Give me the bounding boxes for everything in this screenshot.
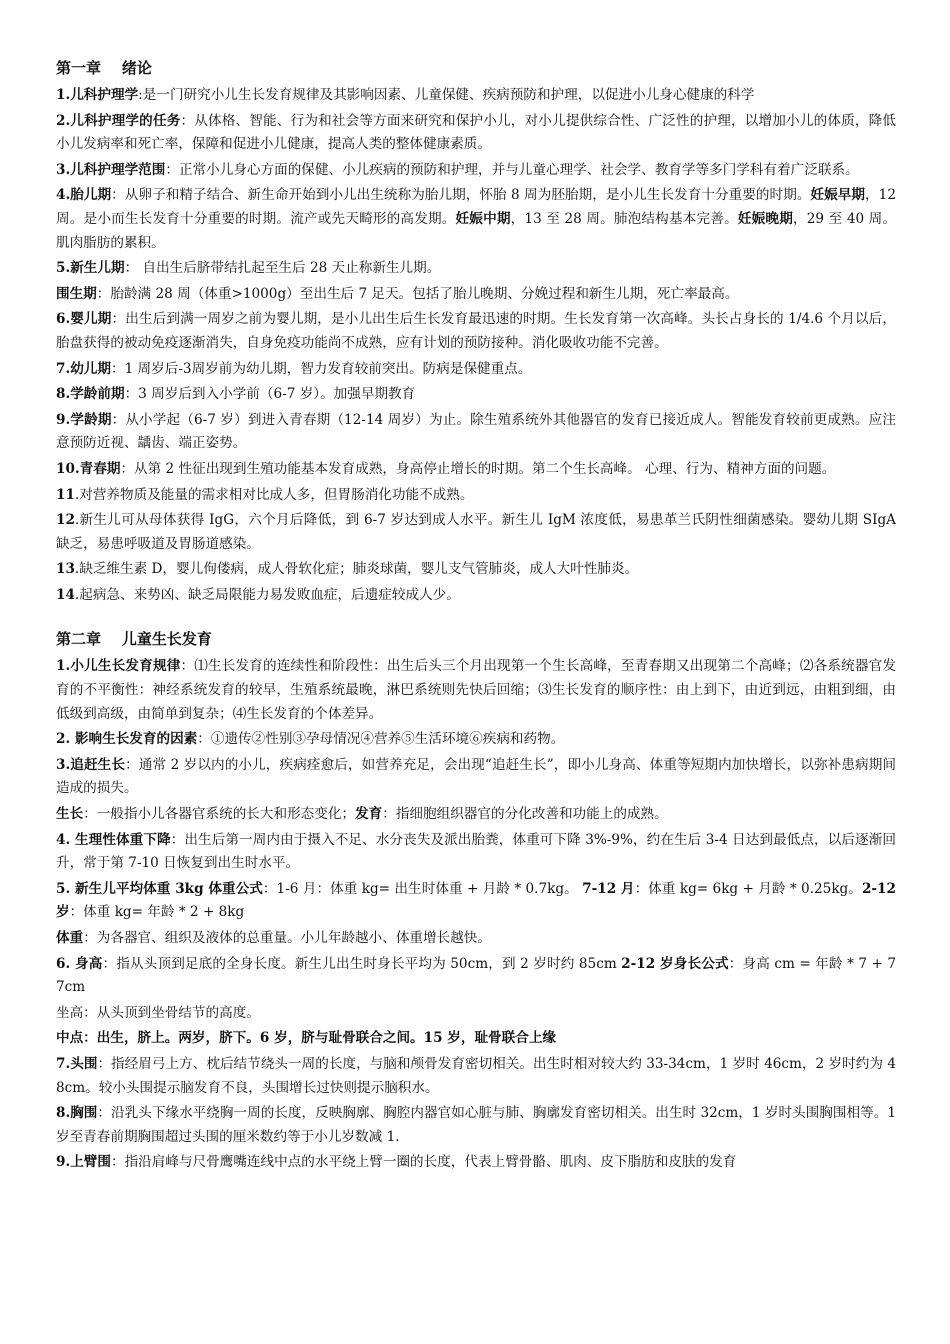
term: 8.胸围: [56, 1105, 98, 1122]
paragraph-c3b: [56, 803, 896, 827]
term: 13: [56, 561, 75, 578]
paragraph-text: ：1-6 月：体重 kg= 出生时体重 + 月龄 * 0.7kg。: [262, 880, 583, 897]
paragraph-text: ：⑴生长发育的连续性和阶段性：出生后头三个月出现第一个生长高峰，至青春期又出现第二个高峰；⑵各系统器官发育的不平衡性：神经系统发育的较早，生殖系统最晚，淋巴系统则先快后回缩；⑶生长发育的顺序性：由上到下，由近到远，由粗到细，由低级到高级，由简单到复杂；⑷生长发育的个体差异。: [56, 658, 896, 722]
paragraph-text: ：从卵子和精子结合、新生命开始到小儿出生统称为胎儿期，怀胎 8 周为胚胎期，是小儿生长发育十分重要的时期。: [111, 187, 811, 204]
paragraph-text: ：出生后到满一周岁之前为婴儿期，是小儿出生后生长发育最迅速的时期。生长发育第一次高峰。头长占身长的 1/4.6 个月以后，胎盘获得的被动免疫逐渐消失，自身免疫功能尚不成熟，应有计划的预防接种。消化吸收功能不完善。: [56, 311, 896, 351]
term: 妊娠早期: [810, 187, 866, 204]
term: 9.上臂围: [56, 1154, 111, 1171]
term: 8.学龄前期: [56, 386, 125, 403]
paragraph-c9: [56, 1151, 896, 1175]
term: 5. 新生儿平均体重 3kg 体重公式: [56, 880, 263, 897]
term: 1.儿科护理学: [56, 87, 139, 103]
term: 14: [56, 586, 75, 603]
paragraph-5b: [56, 283, 896, 307]
paragraph-text: ：1 周岁后-3周岁前为幼儿期，智力发育较前突出。防病是保健重点。: [110, 360, 532, 377]
paragraph-text: ：为各器官、组织及液体的总重量。小儿年龄越小、体重增长越快。: [83, 930, 491, 946]
paragraph-c6b: [56, 1002, 896, 1026]
paragraph-1: [56, 84, 896, 108]
term: 5.新生儿期: [56, 260, 125, 277]
paragraph-text: ：体重 kg= 6kg + 月龄 * 0.25kg。: [634, 880, 862, 897]
term: 10.青春期: [56, 460, 121, 477]
term: 7.头围: [56, 1055, 98, 1072]
paragraph-c8: [56, 1102, 896, 1149]
paragraph-text: ：指经眉弓上方、枕后结节绕头一周的长度，与脑和颅骨发育密切相关。出生时相对较大约 33-34cm，1 岁时 46cm，2 岁时约为 48cm。较小头围提示脑发育不良，头围增长过快则提示脑积水。: [56, 1055, 896, 1096]
paragraph-12: [56, 509, 896, 556]
term: 体重: [56, 930, 84, 946]
paragraph-text: ：一般指小儿各器官系统的长大和形态变化；: [83, 806, 356, 823]
term: 3.追赶生长: [56, 756, 126, 773]
term: 2-12 岁: [56, 880, 896, 921]
term: 2.儿科护理学的任务: [56, 112, 181, 129]
paragraph-10: [56, 458, 896, 482]
term: 中点：出生，脐上。两岁，脐下。6 岁，脐与耻骨联合之间。15 岁，耻骨联合上缘: [56, 1030, 557, 1047]
paragraph-text: .新生儿可从母体获得 IgG，六个月后降低，到 6-7 岁达到成人水平。新生儿 IgM 浓度低，易患革兰氏阴性细菌感染。婴幼儿期 SIgA 缺乏，易患呼吸道及胃肠道感染。: [56, 512, 896, 552]
term: 12: [56, 512, 75, 529]
paragraph-text: ：指从头顶到足底的全身长度。新生儿出生时身长平均为 50cm，到 2 岁时约 85cm: [102, 955, 622, 972]
term: 4. 生理性体重下降: [56, 831, 171, 848]
term: 发育: [355, 806, 383, 823]
section-gap: [56, 609, 896, 629]
term: 9.学龄期: [56, 411, 112, 428]
paragraph-c4: [56, 829, 896, 876]
paragraph-text: 坐高：从头顶到坐骨结节的高度。: [56, 1004, 260, 1021]
paragraph-4: [56, 184, 896, 255]
paragraph-text: ，29 至 40 周。肌肉脂肪的累积。: [56, 210, 897, 251]
paragraph-text: ：从体格、智能、行为和社会等方面来研究和保护小儿，对小儿提供综合性、广泛性的护理，以增加小儿的体质，降低小儿发病率和死亡率，保障和促进小儿健康，提高人类的整体健康素质。: [56, 112, 896, 153]
paragraph-text: ：胎龄满 28 周（体重>1000g）至出生后 7 足天。包括了胎儿晚期、分娩过程和新生儿期，死亡率最高。: [96, 285, 739, 302]
paragraph-text: ：沿乳头下缘水平绕胸一周的长度，反映胸廓、胸腔内器官如心脏与肺、胸廓发育密切相关。出生时 32cm，1 岁时头围胸围相等。1 岁至青春前期胸围超过头围的厘米数约等于小儿岁数减 1.: [56, 1105, 896, 1145]
paragraph-6: [56, 308, 896, 355]
term: 1.小儿生长发育规律: [56, 658, 181, 675]
term: 7.幼儿期: [56, 360, 111, 377]
paragraph-text: ：通常 2 岁以内的小儿，疾病痊愈后，如营养充足，会出现“追赶生长”，即小儿身高、体重等短期内加快增长，以弥补患病期间造成的损失。: [56, 756, 897, 797]
paragraph-text: ：3 周岁后到入小学前（6-7 岁）。加强早期教育: [124, 386, 416, 403]
term: 3.儿科护理学范围: [56, 161, 166, 178]
paragraph-c3: [56, 754, 896, 801]
paragraph-text: ：身高 cm = 年龄 * 7 + 77cm: [56, 955, 896, 996]
term: 生长: [56, 806, 84, 823]
paragraph-text: ，13 至 28 周。肺泡结构基本完善。: [510, 210, 738, 227]
term: 2-12 岁身长公式: [621, 955, 729, 972]
paragraph-text: ：从第 2 性征出现到生殖功能基本发育成熟，身高停止增长的时期。第二个生长高峰。 心理、行为、精神方面的问题。: [120, 460, 836, 477]
paragraph-text: ：指沿肩峰与尺骨鹰嘴连线中点的水平绕上臂一圈的长度，代表上臂骨骼、肌肉、皮下脂肪和皮肤的发育: [110, 1154, 737, 1171]
paragraph-c5: [56, 878, 896, 925]
paragraph-text: .对营养物质及能量的需求相对比成人多，但胃肠消化功能不成熟。: [74, 486, 474, 503]
paragraph-c2: [56, 728, 896, 752]
chapter-2-title: 第二章 儿童生长发育: [56, 630, 212, 649]
paragraph-c7: [56, 1053, 896, 1100]
paragraph-c1: [56, 655, 896, 726]
paragraph-13: [56, 558, 896, 582]
paragraph-8: [56, 383, 896, 407]
term: 4.胎儿期: [56, 187, 112, 204]
term: 妊娠中期: [455, 210, 511, 227]
paragraph-14: [56, 584, 896, 608]
term: 2. 影响生长发育的因素: [56, 731, 198, 748]
paragraph-text: ：指细胞组织器官的分化改善和功能上的成熟。: [382, 806, 668, 823]
term: 妊娠晚期: [737, 210, 793, 227]
document-page: [56, 58, 896, 1177]
paragraph-c6c: [56, 1027, 896, 1051]
paragraph-c6: [56, 953, 896, 1000]
paragraph-text: ：出生后第一周内由于摄入不足、水分丧失及派出胎粪，体重可下降 3%-9%，约在生后 3-4 日达到最低点，以后逐渐回升，常于第 7-10 日恢复到出生时水平。: [56, 831, 896, 872]
term: 围生期: [56, 285, 97, 302]
paragraph-text: ： 自出生后脐带结扎起至生后 28 天止称新生儿期。: [124, 260, 441, 277]
paragraph-text: .缺乏维生素 D，婴儿佝偻病，成人骨软化症；肺炎球菌，婴儿支气管肺炎，成人大叶性肺炎。: [74, 561, 639, 578]
paragraph-2: [56, 110, 896, 157]
paragraph-text: ：正常小儿身心方面的保健、小儿疾病的预防和护理，并与儿童心理学、社会学、教育学等多门学科有着广泛联系。: [165, 161, 859, 178]
paragraph-c5b: [56, 927, 896, 951]
paragraph-3: [56, 159, 896, 183]
paragraph-11: [56, 484, 896, 508]
paragraph-text: .起病急、来势凶、缺乏局限能力易发败血症，后遗症较成人少。: [74, 586, 460, 603]
chapter-1-title: 第一章 绪论: [56, 59, 152, 77]
term: 11: [56, 486, 75, 503]
paragraph-5: [56, 257, 896, 281]
paragraph-text: :是一门研究小儿生长发育规律及其影响因素、儿童保健、疾病预防和护理，以促进小儿身心健康的科学: [138, 87, 755, 103]
paragraph-7: [56, 358, 896, 382]
term: 7-12 月: [582, 880, 635, 897]
term: 6.婴儿期: [56, 311, 112, 328]
paragraph-text: ：体重 kg= 年龄 * 2 + 8kg: [69, 904, 245, 921]
paragraph-text: ，12 周。是小而生长发育十分重要的时期。流产或先天畸形的高发期。: [56, 187, 896, 227]
paragraph-9: [56, 409, 896, 456]
paragraph-text: ：从小学起（6-7 岁）到进入青春期（12-14 周岁）为止。除生殖系统外其他器官的发育已接近成人。智能发育较前更成熟。应注意预防近视、龋齿、端正姿势。: [56, 411, 897, 452]
paragraph-text: ：①遗传②性别③孕母情况④营养⑤生活环境⑥疾病和药物。: [197, 731, 565, 748]
term: 6. 身高: [56, 955, 103, 972]
